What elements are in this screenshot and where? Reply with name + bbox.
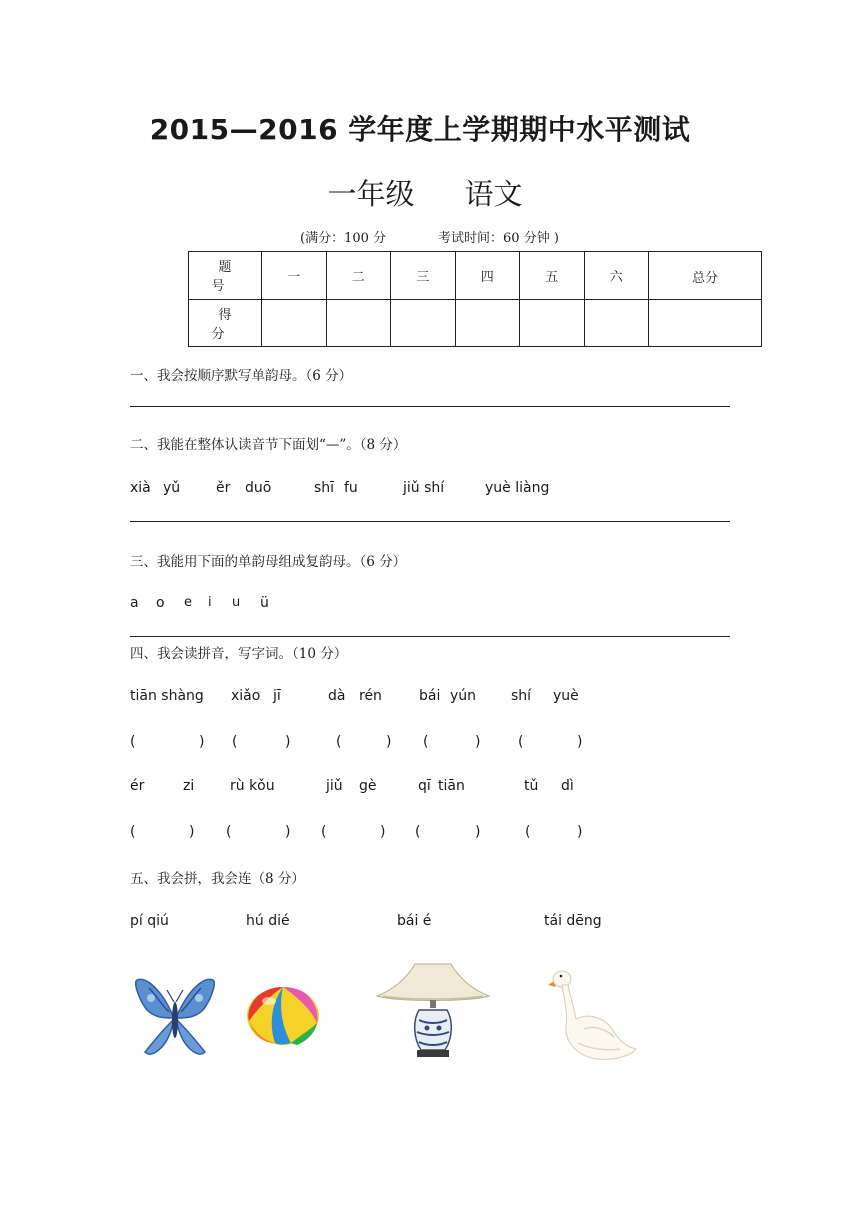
lamp-image[interactable] — [375, 962, 491, 1060]
syllable: fu — [344, 480, 358, 496]
column-header: 四 — [455, 252, 520, 300]
final: ü — [260, 595, 269, 611]
column-header: 六 — [584, 252, 649, 300]
total-score-header: 总分 — [649, 252, 762, 300]
ball-image[interactable] — [245, 985, 321, 1047]
answer-blank-open: ( — [226, 824, 232, 840]
score-cell[interactable] — [326, 299, 391, 347]
pinyin-word: gè — [359, 778, 377, 794]
score-table-header-row — [189, 252, 762, 300]
pinyin-word: tǔ — [524, 778, 539, 794]
match-word[interactable]: hú dié — [246, 913, 290, 929]
pinyin-word: jiǔ — [326, 778, 343, 794]
match-word[interactable]: bái é — [397, 913, 432, 929]
pinyin-word: jī — [273, 688, 281, 704]
answer-blank-close: ) — [475, 734, 481, 750]
subject-label: 语文 — [464, 177, 523, 211]
answer-blank-close: ) — [475, 824, 481, 840]
answer-blank-close: ) — [380, 824, 386, 840]
answer-blank-open: ( — [232, 734, 238, 750]
pinyin-word: yún — [450, 688, 477, 704]
goose-image[interactable] — [548, 963, 638, 1063]
pinyin-word: tiān — [438, 778, 465, 794]
score-cell[interactable] — [520, 299, 585, 347]
final: e — [184, 595, 192, 610]
pinyin-word: dà — [328, 688, 346, 704]
pinyin-word: shí — [511, 688, 532, 704]
score-table — [188, 251, 762, 347]
pinyin-word: dì — [561, 778, 574, 794]
score-cell[interactable] — [262, 299, 327, 347]
total-score-cell[interactable] — [649, 299, 762, 347]
score-label: 得 分 — [189, 299, 262, 347]
question-2-title: 二、我能在整体认读音节下面划“—”。（8 分） — [130, 437, 407, 453]
exam-title: 2015—2016 学年度上学期期中水平测试 — [149, 113, 691, 146]
score-cell[interactable] — [584, 299, 649, 347]
exam-time-text: 考试时间：60 分钟 ) — [438, 231, 559, 246]
column-header: 五 — [520, 252, 585, 300]
answer-blank-open: ( — [336, 734, 342, 750]
score-cell[interactable] — [455, 299, 520, 347]
answer-line[interactable] — [130, 521, 730, 522]
column-header: 三 — [391, 252, 456, 300]
answer-blank-open: ( — [423, 734, 429, 750]
pinyin-word: rù kǒu — [230, 778, 275, 794]
pinyin-word: rén — [359, 688, 382, 704]
final: a — [130, 595, 139, 611]
syllable: yǔ — [163, 480, 181, 496]
question-3-title: 三、我能用下面的单韵母组成复韵母。（6 分） — [130, 554, 407, 570]
pinyin-word: zi — [183, 778, 195, 794]
syllable: xià — [130, 480, 151, 496]
syllable: jiǔ shí — [403, 480, 445, 496]
match-word[interactable]: pí qiú — [130, 913, 169, 929]
question-4-title: 四、我会读拼音，写字词。（10 分） — [130, 646, 348, 662]
answer-line[interactable] — [130, 406, 730, 407]
grade-label: 一年级 — [327, 177, 415, 211]
score-table-score-row — [189, 299, 762, 347]
question-1-title: 一、我会按顺序默写单韵母。（6 分） — [130, 368, 353, 384]
answer-blank-open: ( — [130, 824, 136, 840]
exam-info — [300, 227, 559, 246]
pinyin-word: xiǎo — [231, 688, 261, 704]
pinyin-word: tiān shàng — [130, 688, 204, 704]
answer-blank-close: ) — [577, 824, 583, 840]
syllable: duō — [245, 480, 272, 496]
pinyin-word: ér — [130, 778, 145, 794]
question-5-title: 五、我会拼，我会连（8 分） — [130, 871, 305, 887]
pinyin-word: bái — [419, 688, 441, 704]
full-score-text: (满分：100 分 — [300, 231, 387, 246]
final: u — [232, 595, 241, 610]
final: i — [208, 595, 212, 610]
answer-blank-close: ) — [386, 734, 392, 750]
answer-blank-close: ) — [199, 734, 205, 750]
answer-blank-open: ( — [130, 734, 136, 750]
answer-blank-close: ) — [285, 824, 291, 840]
pinyin-word: qī — [418, 778, 431, 794]
score-cell[interactable] — [391, 299, 456, 347]
exam-subtitle — [0, 172, 850, 213]
question-number-label: 题 号 — [189, 252, 262, 300]
answer-blank-close: ) — [577, 734, 583, 750]
answer-blank-open: ( — [525, 824, 531, 840]
answer-line[interactable] — [130, 636, 730, 637]
answer-blank-close: ) — [285, 734, 291, 750]
answer-blank-close: ) — [189, 824, 195, 840]
syllable: ěr — [216, 480, 231, 496]
final: o — [156, 595, 165, 611]
syllable: shī — [314, 480, 335, 496]
column-header: 二 — [326, 252, 391, 300]
match-word[interactable]: tái dēng — [544, 913, 602, 929]
answer-blank-open: ( — [518, 734, 524, 750]
answer-blank-open: ( — [321, 824, 327, 840]
pinyin-word: yuè — [553, 688, 579, 704]
answer-blank-open: ( — [415, 824, 421, 840]
column-header: 一 — [262, 252, 327, 300]
butterfly-image[interactable] — [133, 972, 217, 1060]
syllable: yuè liàng — [485, 480, 550, 496]
